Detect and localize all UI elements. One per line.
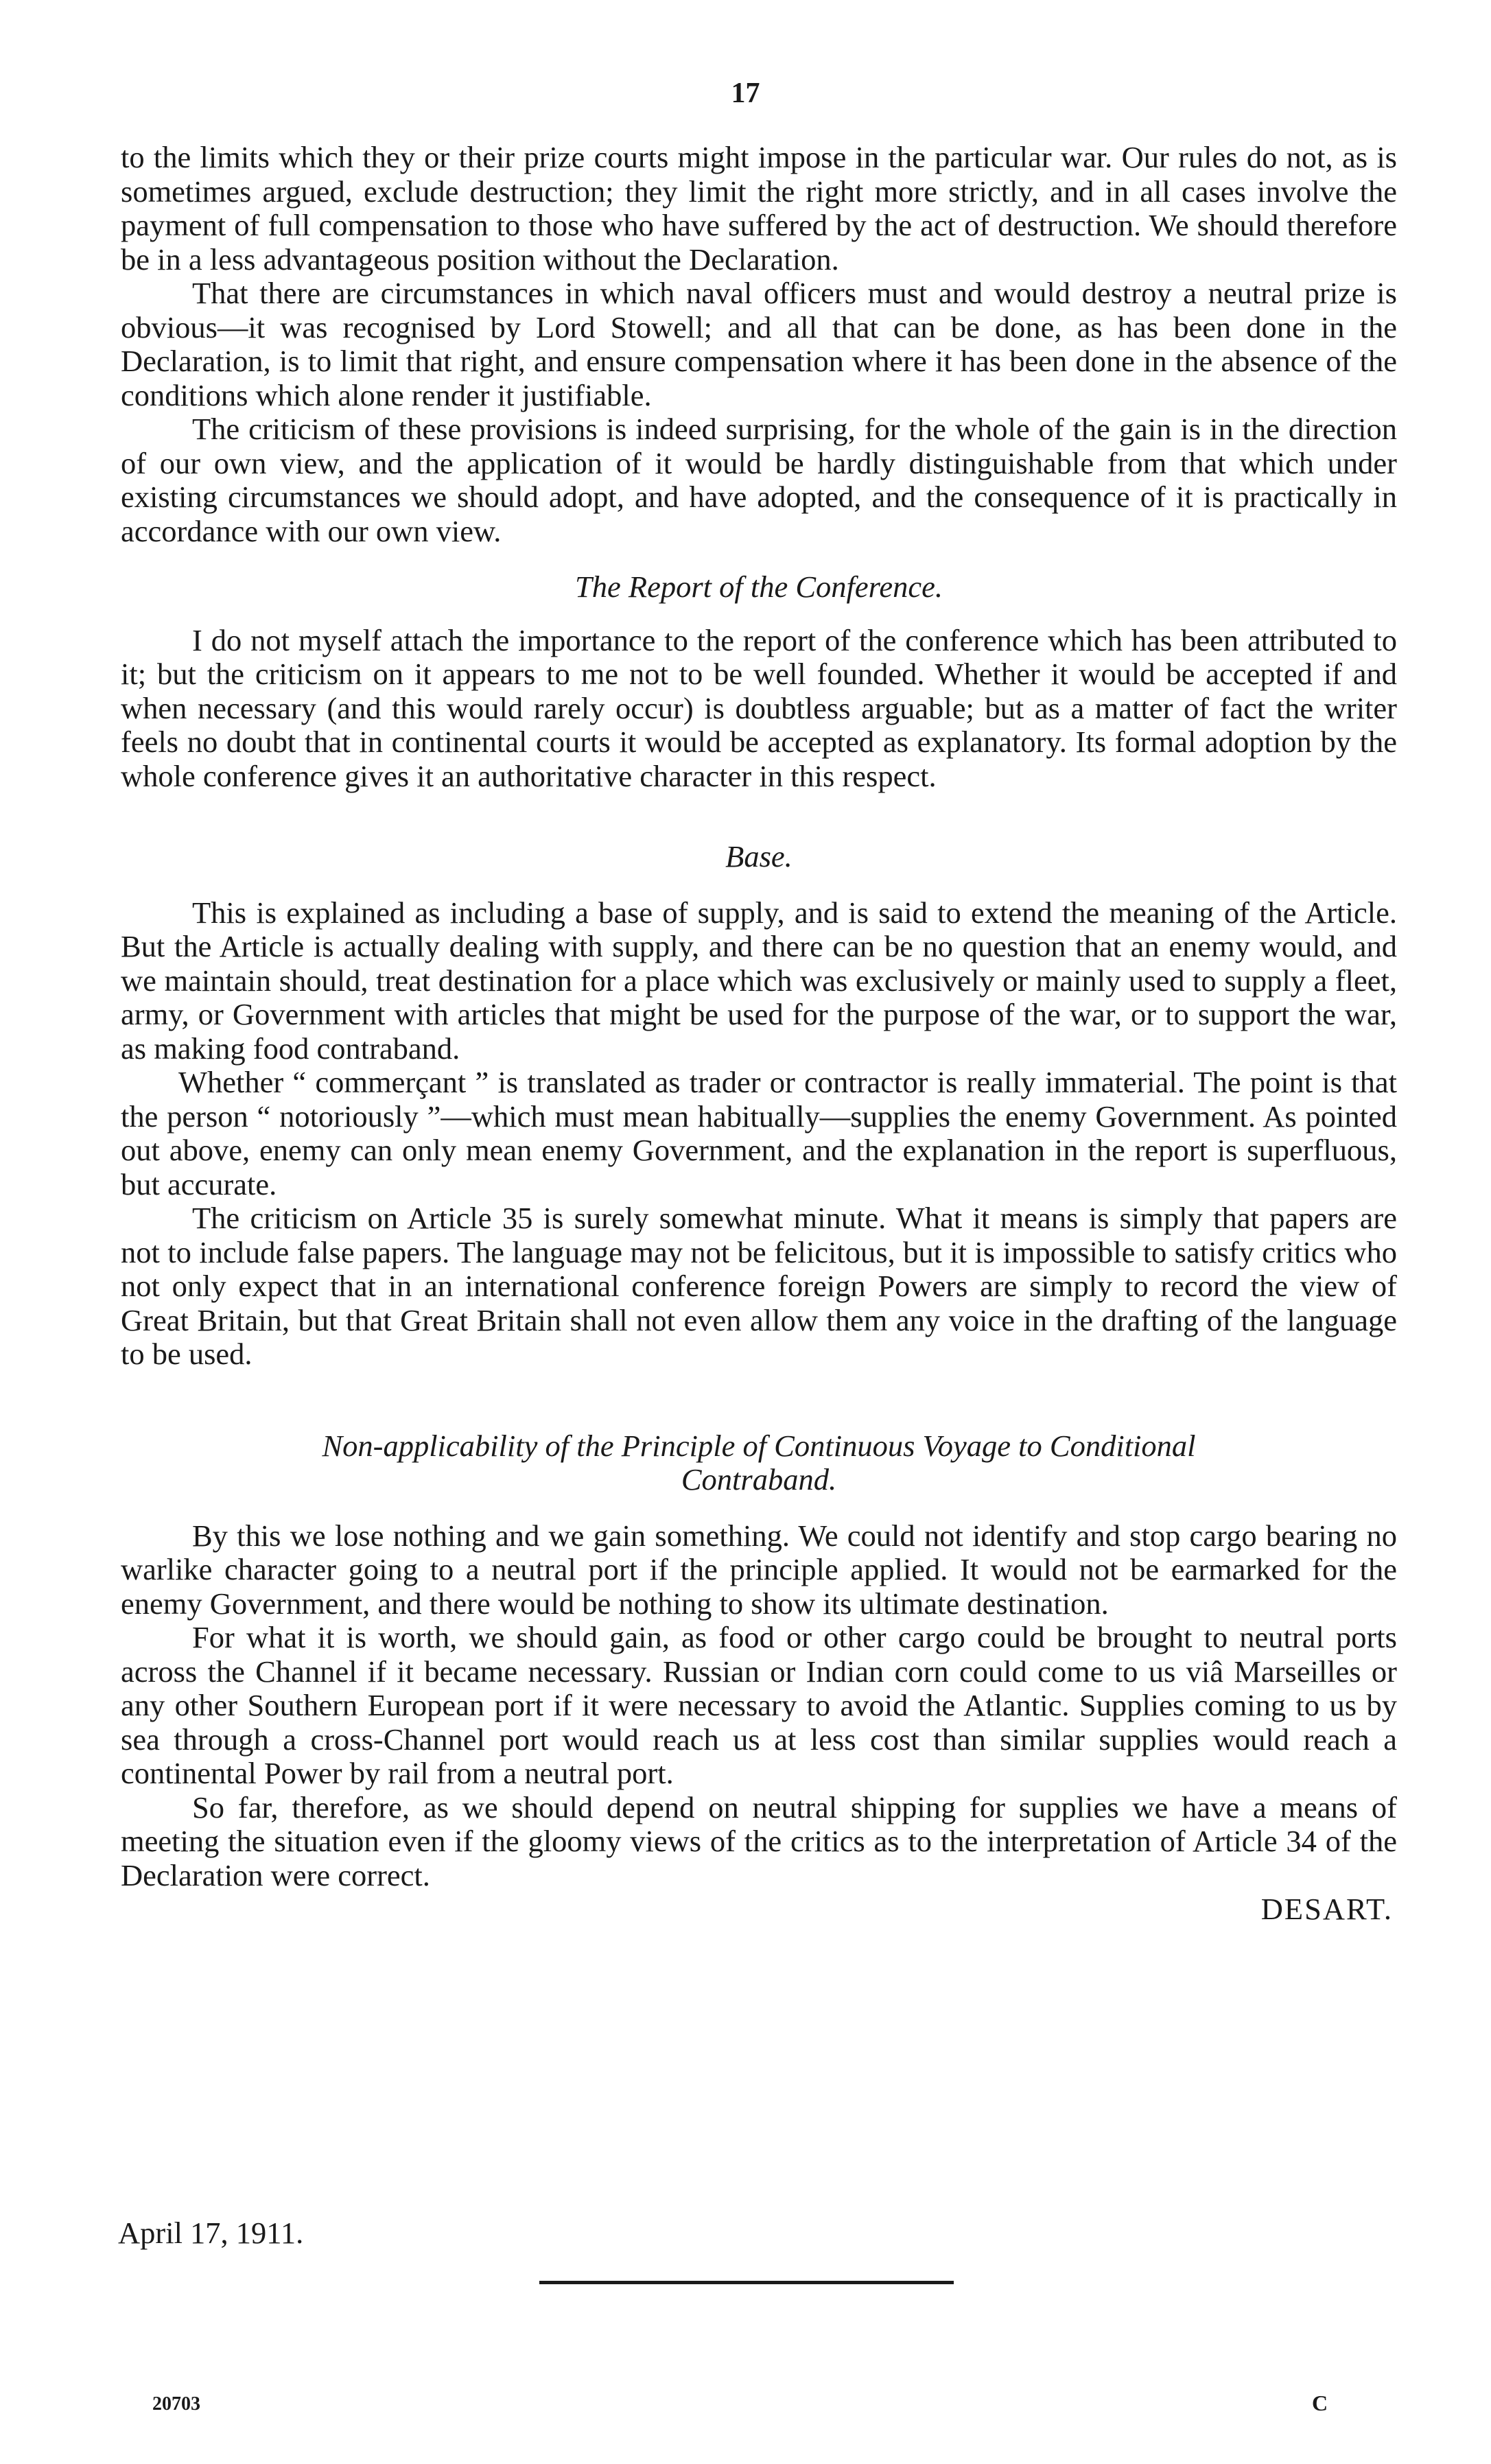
section-heading-report: The Report of the Conference. xyxy=(575,570,943,604)
document-date: April 17, 1911. xyxy=(118,2216,304,2250)
heading-line: Contraband. xyxy=(681,1462,837,1497)
print-reference: 20703 xyxy=(152,2393,200,2415)
paragraph: to the limits which they or their prize courts might impose in the particular war. Our rules do not, as is sometimes argued, exclude destruction; they limit the right more strictly, and in all cases involve the payment of full compensation to those who have suffered by the act of destruction. We should therefore be in a less advantageous position without the Declaration. xyxy=(121,140,1397,277)
closing-rule xyxy=(539,2281,954,2284)
signature: DESART. xyxy=(1260,1892,1393,1926)
paragraph: This is explained as including a base of supply, and is said to extend the meaning of the Article. But the Article is actually dealing with supply, and there can be no question that an enemy would, and we maintain should, treat destination for a place which was exclusively or mainly used to supply a fleet, army, or Government with articles that might be used for the purpose of the war, or to support the war, as making food contraband. xyxy=(121,895,1397,1066)
page-number: 17 xyxy=(731,78,760,109)
section-heading-base: Base. xyxy=(725,839,793,873)
paragraph: That there are circumstances in which naval officers must and would destroy a neutral prize is obvious—it was recognised by Lord Stowell; and all that can be done, as has been done in the Declaration, is to limit that right, and ensure compensation where it has been done in the absence of the conditions which alone render it justifiable. xyxy=(121,276,1397,412)
paragraph: Whether “ commerçant ” is translated as trader or contractor is really immaterial. The point is that the person “ notoriously ”—which must mean habitually—supplies the enemy Government. As pointed out above, enemy can only mean enemy Government, and the explanation in the report is superfluous, but accurate. xyxy=(121,1065,1397,1201)
paragraph: The criticism of these provisions is indeed surprising, for the whole of the gain is in the direction of our own view, and the application of it would be hardly distinguishable from that which under existing circumstances we should adopt, and have adopted, and the consequence of it is practically in accordance with our own view. xyxy=(121,412,1397,548)
paragraph: So far, therefore, as we should depend on neutral shipping for supplies we have a means of meeting the situation even if the gloomy views of the critics as to the interpretation of Article 34 of the Declaration were correct. xyxy=(121,1790,1397,1892)
paragraph: The criticism on Article 35 is surely somewhat minute. What it means is simply that papers are not to include false papers. The language may not be felicitous, but it is impossible to satisfy critics who not only expect that in an international conference foreign Powers are simply to record the view of Great Britain, but that Great Britain shall not even allow them any voice in the drafting of the language to be used. xyxy=(121,1201,1397,1371)
paragraph: For what it is worth, we should gain, as food or other cargo could be brought to neutral ports across the Channel if it became necessary. Russian or Indian corn could come to us viâ Marseilles or any other Southern European port if it were necessary to avoid the Atlantic. Supplies coming to us by sea through a cross-Channel port would reach us at less cost than similar supplies would reach a continental Power by rail from a neutral port. xyxy=(121,1620,1397,1790)
paragraph: By this we lose nothing and we gain something. We could not identify and stop cargo bearing no warlike character going to a neutral port if the principle applied. It would not be earmarked for the enemy Government, and there would be nothing to show its ultimate destination. xyxy=(121,1518,1397,1621)
section-heading-non-applicability xyxy=(121,1429,1397,1497)
signature-mark: C xyxy=(1312,2391,1328,2415)
heading-line: Non-applicability of the Principle of Continuous Voyage to Conditional xyxy=(322,1428,1196,1463)
paragraph: I do not myself attach the importance to the report of the conference which has been attributed to it; but the criticism on it appears to me not to be well founded. Whether it would be accepted if and when necessary (and this would rarely occur) is doubtless arguable; but as a matter of fact the writer feels no doubt that in continental courts it would be accepted as explanatory. Its formal adoption by the whole conference gives it an authoritative character in this respect. xyxy=(121,622,1397,793)
document-body xyxy=(121,141,1397,1927)
